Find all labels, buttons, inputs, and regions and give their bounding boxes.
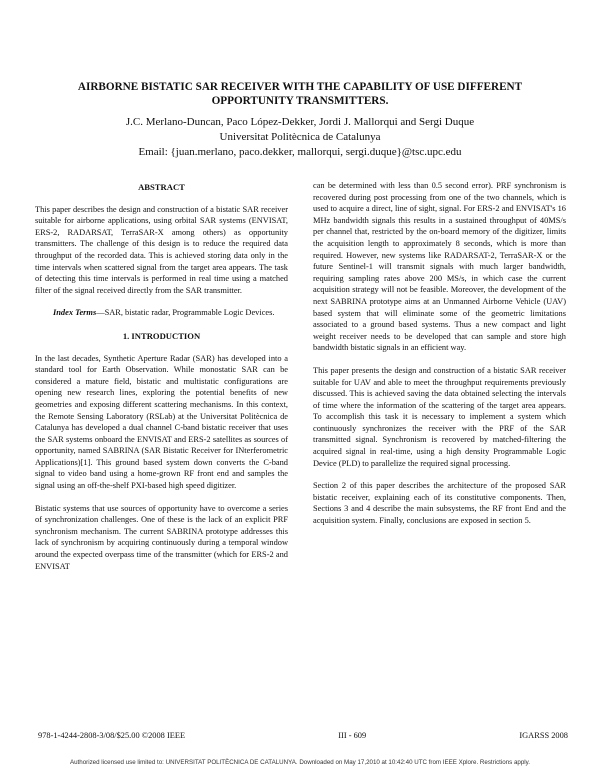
author-block — [30, 115, 570, 160]
introduction-paragraph-4: This paper presents the design and construction of a bistatic SAR receiver suitable for UAV and able to meet the throughput requirements previously discussed. This is achieved saving the data obtained selecting the intervals of time where the information of the scattering of the target area appears. To accomplish this task it is necessary to implement a system which continuously synchronizes the receiver with the PRF of the SAR transmitted signal. Synchronism is recovered by matched-filtering the acquired signal in real-time, using a high density Programmable Logic Device (PLD) to parallelize the required signal processing. — [313, 365, 566, 468]
footer-isbn: 978-1-4244-2808-3/08/$25.00 ©2008 IEEE — [38, 731, 186, 740]
index-terms — [35, 307, 288, 319]
introduction-paragraph-1: In the last decades, Synthetic Aperture Radar (SAR) has developed into a standard tool for Earth Observation. While monostatic SAR can be considered a mature field, bistatic and multistatic configurations are opening new research lines, exploring the potential benefits of new geometries and exposing different scattering mechanisms. In this context, the Remote Sensing Laboratory (RSLab) at the Universitat Politècnica de Catalunya has developed a dual channel C-band bistatic receiver that uses the SAR systems onboard the ENVISAT and ERS-2 satellites as sources of opportunity, named SABRINA (SAR Bistatic Receiver for INterferometric Applications)[1]. This ground based system down converts the C-band signal to video band using a home-grown RF front end and samples the signal using an off-the-shelf PXI-based high speed digitizer. — [35, 353, 288, 491]
right-column — [313, 180, 566, 538]
left-column — [35, 178, 288, 583]
page-footer — [38, 731, 568, 743]
footer-page-number: III - 609 — [338, 731, 367, 740]
affiliation: Universitat Politècnica de Catalunya — [219, 131, 381, 143]
paper-title: AIRBORNE BISTATIC SAR RECEIVER WITH THE CAPABILITY OF USE DIFFERENT OPPORTUNITY TRANSMITTERS. — [77, 81, 523, 107]
abstract-text: This paper describes the design and construction of a bistatic SAR receiver suitable for airborne applications, using orbital SAR systems (ENVISAT, ERS-2, RADARSAT, TerraSAR-X among others) as opportunity transmitters. The challenge of this design is to reduce the required data throughput of the recorded data. This is achieved storing data only in the time intervals when scattered signal from the target area appears. The task of detecting this time intervals is performed in real time using a matched filter of the signal received directly from the SAR transmitter. — [35, 204, 288, 295]
introduction-paragraph-5: Section 2 of this paper describes the architecture of the proposed SAR bistatic receiver, explaining each of its constitutive components. Then, Sections 3 and 4 describe the main subsystems, the RF front End and the acquisition system. Finally, conclusions are exposed in section 5. — [313, 481, 566, 526]
introduction-paragraph-3: can be determined with less than 0.5 second error). PRF synchronism is recovered during post processing from one of the two channels, which is used to acquire a direct, line of sight, signal. For ERS-2 and ENVISAT's 16 MHz bandwidth signals this results in a sustained throughput of 40MS/s per channel that, restricted by the on-board memory of the digitizer, limits the acquisition length to approximately 8 seconds, which is more than required. However, new systems like RADARSAT-2, TerraSAR-X or the future Sentinel-1 will transmit signals with much larger bandwidth, requiring sampling rates above 200 MS/s, in which case the current acquisition strategy will not be feasible. Moreover, the development of the next SABRINA prototype aims at an Unmanned Airborne Vehicle (UAV) based system that will eliminate some of the geometric limitations associated to a ground based systems. Thus a new compact and light weight receiver needs to be developed that can sample and store high bandwidth bistatic signals in an efficient way. — [313, 181, 566, 353]
abstract-heading: ABSTRACT — [138, 182, 185, 192]
license-notice: Authorized licensed use limited to: UNIVERSITAT POLITÈCNICA DE CATALUNYA. Downloaded on May 17,2010 at 10:42:40 UTC from IEEE Xplore. Restrictions apply. — [69, 759, 530, 766]
index-terms-label: Index Terms — [53, 308, 97, 318]
footer-conference: IGARSS 2008 — [519, 731, 568, 740]
index-terms-text: —SAR, bistatic radar, Programmable Logic Devices. — [96, 308, 275, 318]
introduction-heading: 1. INTRODUCTION — [122, 330, 201, 341]
author-list: J.C. Merlano-Duncan, Paco López-Dekker, Jordi J. Mallorqui and Sergi Duque — [125, 116, 475, 128]
introduction-paragraph-2: Bistatic systems that use sources of opportunity have to overcome a series of synchronization challenges. One of these is the lack of an explicit PRF synchronism mechanism. The current SABRINA prototype addresses this lack of synchronism by acquiring continuously during a temporal window around the expected overpass time of the transmitter (which for ERS-2 and ENVISAT — [35, 503, 288, 571]
author-email: Email: {juan.merlano, paco.dekker, mallorqui, sergi.duque}@tsc.upc.edu — [138, 146, 462, 158]
